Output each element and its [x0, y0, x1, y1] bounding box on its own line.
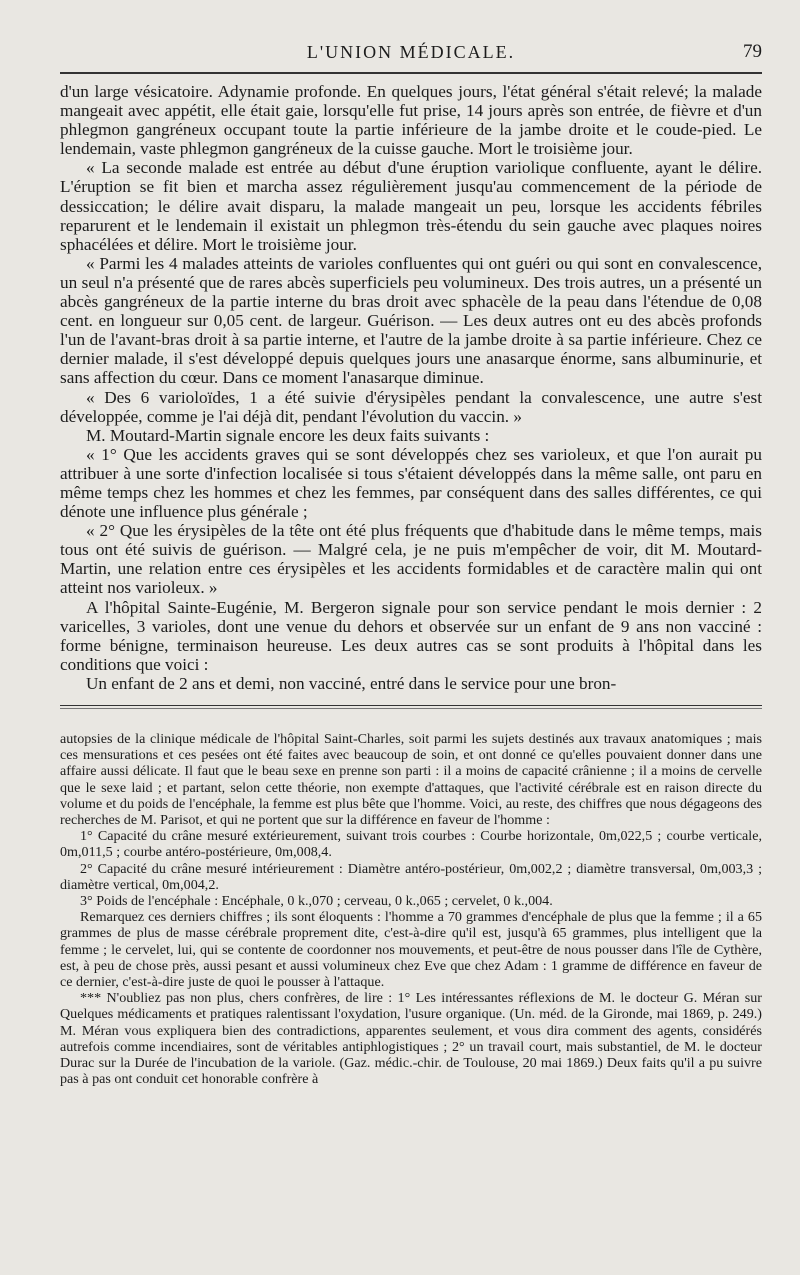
main-paragraph: « Des 6 varioloïdes, 1 a été suivie d'érysipèles pendant la convalescence, une autre s'est développée, comme je l'ai déjà dit, pendant l'évolution du vaccin. »	[60, 387, 762, 426]
footnote-paragraph: autopsies de la clinique médicale de l'hôpital Saint-Charles, soit parmi les sujets destinés aux travaux anatomiques ; mais ces mensurations et ces pesées ont été faites avec beaucoup de soin, et ont donné ce qu'elles pouvaient donner dans une affaire aussi délicate. Il faut que le beau sexe en prenne son parti : il a moins de capacité crânienne ; il a moins de cervelle que le sexe laid ; et partant, selon cette théorie, non exempte d'attaques, que l'activité cérébrale est en raison directe du volume et du poids de l'encéphale, la femme est plus bête que l'homme. Voici, au reste, des chiffres que nous dégageons des recherches de M. Parisot, et qui ne portent que sur la différence en faveur de l'homme :	[60, 731, 762, 829]
main-paragraph: « 1° Que les accidents graves qui se sont développés chez ses varioleux, et que l'on aurait pu attribuer à une sorte d'infection localisée si tous s'étaient développés dans la même salle, ont paru en même temps chez les hommes et chez les femmes, par conséquent dans des salles différentes, ce qui dénote une influence plus générale ;	[60, 444, 762, 522]
running-head: L'UNION MÉDICALE.	[306, 42, 516, 62]
main-paragraph: « La seconde malade est entrée au début d'une éruption variolique confluente, ayant le délire. L'éruption se fit bien et marcha assez régulièrement jusqu'au commencement de la période de dessiccation; le délire avait disparu, la malade mangeait un peu, lorsque les accidents fébriles reparurent et le lendemain il existait un phlegmon très-étendu du sein gauche avec plaques noires sphacélées et délire. Mort le troisième jour.	[60, 158, 762, 254]
header-rule	[60, 72, 762, 74]
footnote-paragraph: 1° Capacité du crâne mesuré extérieurement, suivant trois courbes : Courbe horizontale, 0m,022,5 ; courbe verticale, 0m,011,5 ; courbe antéro-postérieure, 0m,008,4.	[60, 828, 762, 861]
footnote-separator	[60, 705, 762, 709]
main-paragraph: « 2° Que les érysipèles de la tête ont été plus fréquents que d'habitude dans le même temps, mais tous ont été suivis de guérison. — Malgré cela, je ne puis m'empêcher de voir, dit M. Moutard-Martin, une relation entre ces érysipèles et les accidents formidables et de caractère malin qui ont atteint nos varioleux. »	[60, 521, 762, 598]
main-paragraph: d'un large vésicatoire. Adynamie profonde. En quelques jours, l'état général s'était relevé; la malade mangeait avec appétit, elle était gaie, lorsqu'elle fut prise, 14 jours après son entrée, de fièvre et d'un phlegmon gangréneux occupant toute la partie inférieure de la jambe droite et le coude-pied. Le lendemain, vaste phlegmon gangréneux de la cuisse gauche. Mort le troisième jour.	[60, 82, 762, 159]
footnote-paragraph: Remarquez ces derniers chiffres ; ils sont éloquents : l'homme a 70 grammes d'encéphale de plus que la femme ; il a 65 grammes de plus de masse cérébrale proprement dite, c'est-à-dire qu'il est, jusqu'à 65 grammes, plus intelligent que la femme ; le cervelet, lui, qui se contente de coordonner nos mouvements, et peut-être de nous pousser dans l'île de Cythère, est, à peu de chose près, aussi pesant et aussi volumineux chez Eve que chez Adam : 1 gramme de différence en faveur de ce dernier, c'est-à-dire juste de quoi le pousser à l'attaque.	[60, 909, 762, 991]
main-text	[60, 82, 762, 693]
footnotes	[60, 731, 762, 1087]
page-header	[60, 34, 762, 70]
main-paragraph: M. Moutard-Martin signale encore les deux faits suivants :	[86, 425, 490, 445]
footnote-paragraph: 3° Poids de l'encéphale : Encéphale, 0 k.,070 ; cerveau, 0 k.,065 ; cervelet, 0 k.,004.	[80, 893, 553, 910]
main-paragraph: Un enfant de 2 ans et demi, non vacciné, entré dans le service pour une bron-	[86, 673, 617, 693]
main-paragraph: A l'hôpital Sainte-Eugénie, M. Bergeron signale pour son service pendant le mois dernier : 2 varicelles, 3 varioles, dont une venue du dehors et observée sur un enfant de 9 ans non vacciné : forme bénigne, terminaison heureuse. Les deux autres cas se sont produits à l'hôpital dans les conditions que voici :	[60, 597, 762, 674]
main-paragraph: « Parmi les 4 malades atteints de varioles confluentes qui ont guéri ou qui sont en convalescence, un seul n'a présenté que de rares abcès superficiels peu volumineux. Des trois autres, un a présenté un abcès gangréneux de la partie interne du bras droit avec sphacèle de la peau dans l'étendue de 0,08 cent. en longueur sur 0,05 cent. de largeur. Guérison. — Les deux autres ont eu des abcès profonds l'un de l'avant-bras droit à sa partie interne, et l'autre de la jambe droite à sa partie inférieure. Chez ce dernier malade, il s'est développé depuis quelques jours une anasarque énorme, sans albuminurie, et sans affection du cœur. Dans ce moment l'anasarque diminue.	[60, 253, 762, 388]
page-number: 79	[743, 41, 762, 62]
footnote-paragraph: *** N'oubliez pas non plus, chers confrères, de lire : 1° Les intéressantes réflexions de M. le docteur G. Méran sur Quelques médicaments et pratiques ralentissant l'oxydation, l'usure organique. (Un. méd. de la Gironde, mai 1869, p. 249.) M. Méran vous expliquera bien des contradictions, apparentes seulement, et vous dira comment des agents, considérés autrefois comme incendiaires, sont de véritables antiphlogistiques ; 2° un travail court, mais substantiel, de M. le docteur Durac sur la Durée de l'incubation de la variole. (Gaz. médic.-chir. de Toulouse, 20 mai 1869.) Deux faits qu'il a pu suivre pas à pas ont conduit cet honorable confrère à	[60, 990, 762, 1088]
footnote-paragraph: 2° Capacité du crâne mesuré intérieurement : Diamètre antéro-postérieur, 0m,002,2 ; diamètre transversal, 0m,003,3 ; diamètre vertical, 0m,004,2.	[60, 860, 762, 893]
